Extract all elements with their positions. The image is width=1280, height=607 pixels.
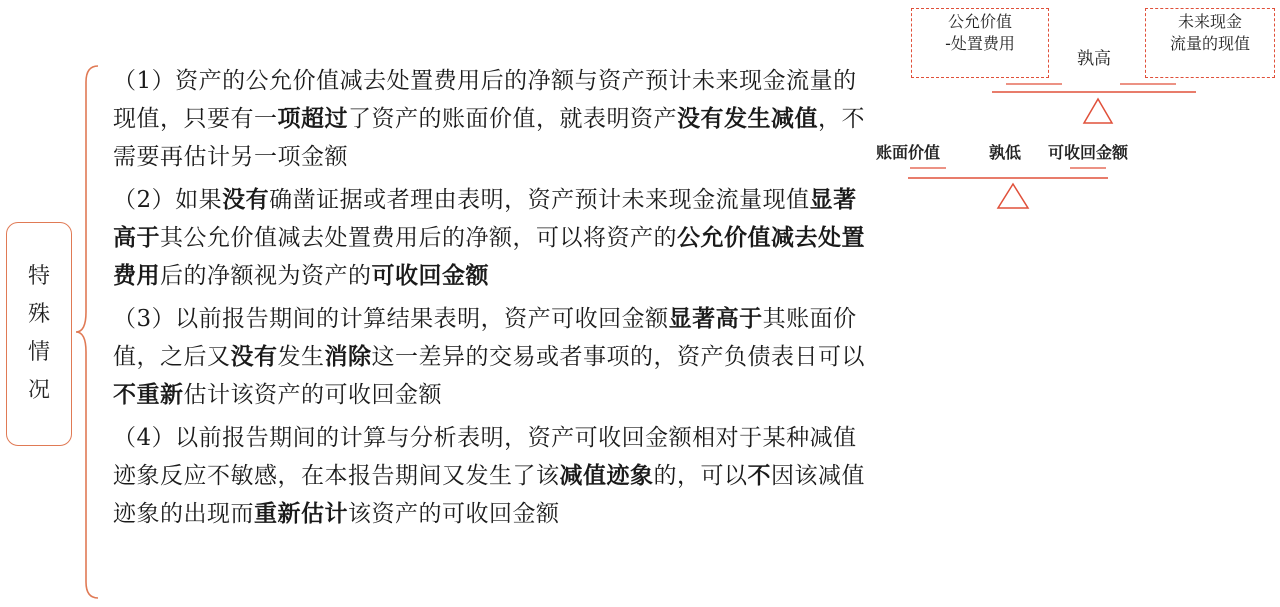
- special-case-item: [113, 300, 873, 414]
- side-char: 特: [27, 264, 50, 289]
- side-char: 情: [27, 340, 50, 365]
- special-case-item: [113, 419, 873, 533]
- emphasis-text: 可收回金额: [371, 262, 489, 289]
- item-text: 该资产的可收回金额: [348, 501, 560, 527]
- lower-fulcrum-triangle: [998, 184, 1028, 208]
- item-text: 了资产的账面价值，就表明资产: [348, 106, 677, 132]
- left-brace: [70, 62, 104, 602]
- item-text: 其公允价值减去处置费用后的净额，可以将资产的: [160, 225, 677, 251]
- emphasis-text: 没有: [222, 186, 270, 213]
- emphasis-text: 没有: [230, 343, 278, 370]
- item-text: （4）以前报告期间的计算与分析表明，资产可收回金额相对于某种减值迹象反应不敏感，在本报告期间又发生了该: [113, 425, 857, 489]
- special-cases-list: [113, 62, 873, 538]
- emphasis-text: 公允价值减去处置费用: [113, 224, 865, 289]
- emphasis-text: 重新估计: [254, 500, 348, 527]
- item-text: （1）资产的公允价值减去处置费用后的净额与资产预计未来现金流量的现值，只要有一: [113, 68, 857, 132]
- emphasis-text: 显著高于: [113, 186, 857, 251]
- emphasis-text: 不: [747, 462, 771, 489]
- special-case-item: [113, 181, 873, 295]
- item-text: 这一差异的交易或者事项的，资产负债表日可以: [371, 344, 865, 370]
- item-text: 估计该资产的可收回金额: [183, 382, 442, 408]
- special-case-item: [113, 62, 873, 176]
- emphasis-text: 项超过: [277, 105, 348, 132]
- item-text: ，不需要再估计另一项金额: [113, 106, 865, 170]
- recoverable-amount-label: 可收回金额: [1048, 143, 1129, 162]
- emphasis-text: 显著高于: [668, 305, 763, 332]
- item-text: 发生: [277, 344, 325, 370]
- emphasis-text: 减值迹象: [559, 462, 654, 489]
- box-right-text: 未来现金 流量的现值: [1169, 12, 1250, 53]
- special-cases-label-box: [6, 222, 72, 446]
- box-left-text: 公允价值 -处置费用: [945, 12, 1015, 53]
- emphasis-text: 没有发生减值: [677, 105, 818, 132]
- item-text: 的，可以: [653, 463, 748, 489]
- item-text: 后的净额视为资产的: [160, 263, 372, 289]
- upper-fulcrum-triangle: [1084, 99, 1112, 123]
- item-text: （3）以前报告期间的计算结果表明，资产可收回金额: [113, 306, 669, 332]
- item-text: 确凿证据或者理由表明，资产预计未来现金流量现值: [269, 187, 810, 213]
- emphasis-text: 消除: [324, 343, 372, 370]
- item-text: 其账面价值，之后又: [113, 306, 857, 370]
- emphasis-text: 不重新: [113, 381, 184, 408]
- lower-of-label: 孰低: [989, 143, 1022, 162]
- future-cash-flow-pv-box: [1145, 8, 1275, 78]
- side-char: 况: [27, 378, 50, 403]
- item-text: （2）如果: [113, 187, 223, 213]
- item-text: 因该减值迹象的出现而: [113, 463, 865, 527]
- higher-of-label: 孰高: [1077, 49, 1111, 69]
- side-char: 殊: [27, 302, 50, 327]
- book-value-label: 账面价值: [876, 143, 941, 162]
- fair-value-less-costs-box: [911, 8, 1049, 78]
